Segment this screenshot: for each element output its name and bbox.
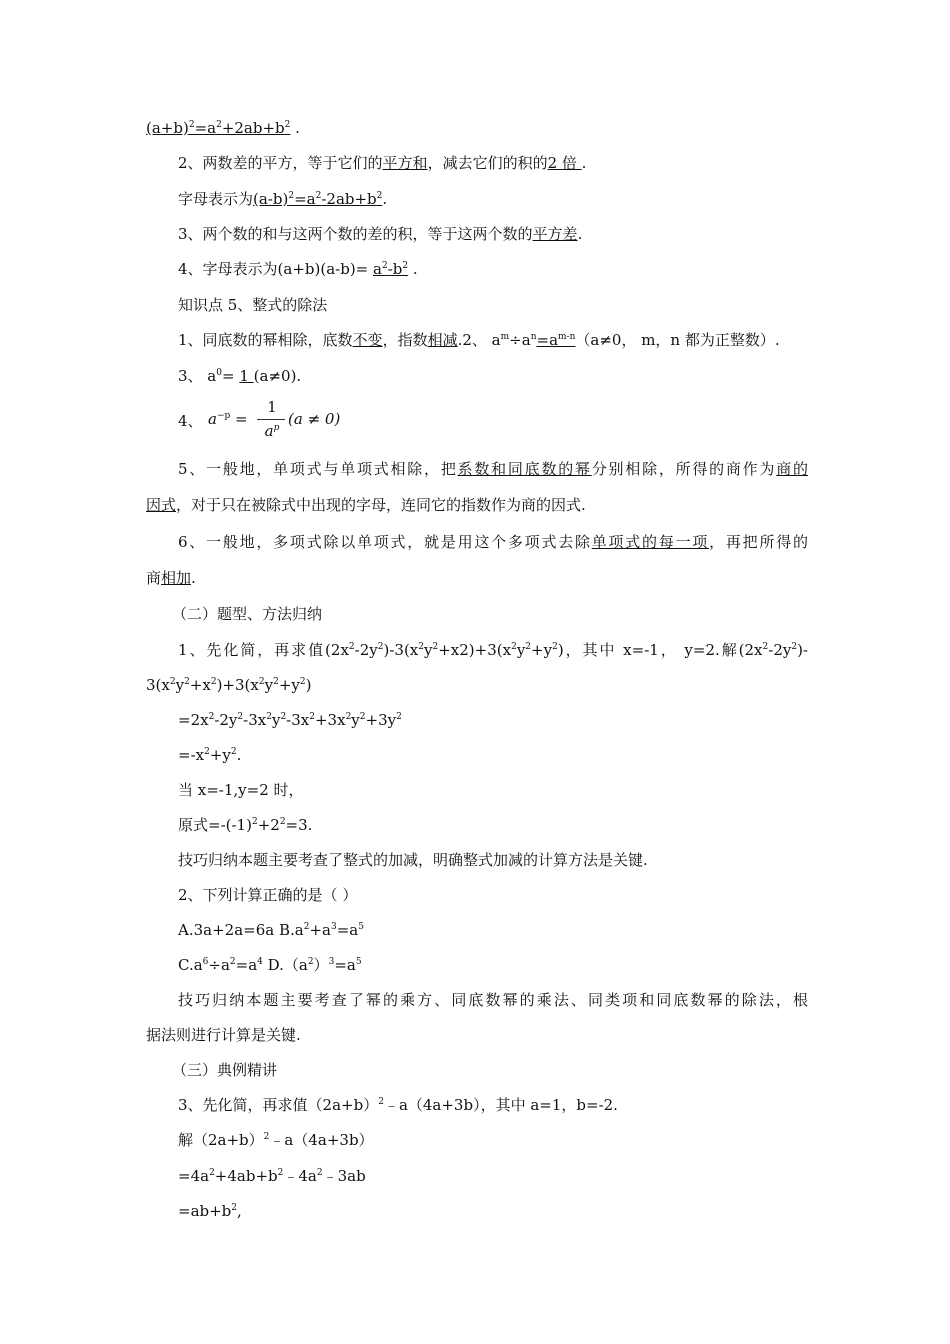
example-3-simplified: $=ab+b^2$, xyxy=(178,1202,242,1220)
example-1-expansion: $=2x^2-2y^2-3x^2y^2-3x^2+3x^2y^2+3y^2$ xyxy=(178,711,402,729)
example-2-tip-line1: 技巧归纳本题主要考查了幂的乘方、同底数幂的乘法、同类项和同底数幂的除法，根 xyxy=(178,991,808,1009)
formula-square-of-difference: 字母表示为$(a-b)^2=a^2-2ab+b^2$. xyxy=(178,190,388,208)
section-heading-division: 知识点 5、整式的除法 xyxy=(178,296,328,314)
example-1-statement: 1、先化简，再求值$(2x^2-2y^2)-3(x^2y^2+x2)+3(x^2y^2+y^2)$，其中 x=-1， y=2.解$(2x^2-2y^2)-$ xyxy=(178,641,808,659)
example-3-expansion: $=4a^2+4ab+b^2﹣4a^2﹣3ab$ xyxy=(178,1167,366,1185)
example-1-result: 原式$=-(-1)^2+2^2=3$. xyxy=(178,816,313,834)
section-heading-examples: （三）典例精讲 xyxy=(172,1061,278,1079)
formula-negative-exponent: 4、 $a^{-p}$ = 1 $a^p$ (a ≠ 0) xyxy=(178,398,341,440)
formula-square-of-sum: $(a+b)^2=a^2+2ab+b^2$ . xyxy=(146,119,300,137)
section-heading-methods: （二）题型、方法归纳 xyxy=(172,605,323,623)
example-1-substitution: 当 x=-1,y=2 时， xyxy=(178,781,304,799)
example-1-tip: 技巧归纳本题主要考查了整式的加减，明确整式加减的计算方法是关键. xyxy=(178,851,648,869)
rule-square-of-difference: 2、两数差的平方，等于它们的平方和，减去它们的积的2 倍 . xyxy=(178,154,587,172)
rule-power-division: 1、同底数的幂相除，底数不变，指数相减.2、 $a^m\div a^n=a^{m-n}(a\ne 0$， m，n 都为正整数）. xyxy=(178,331,780,349)
rule-polynomial-division-line1: 6、一般地，多项式除以单项式，就是用这个多项式去除单项式的每一项，再把所得的 xyxy=(178,533,808,551)
rule-monomial-division-line2: 因式，对于只在被除式中出现的字母，连同它的指数作为商的因式. xyxy=(146,496,586,514)
rule-polynomial-division-line2: 商相加. xyxy=(146,569,196,587)
example-3-solution-start: 解$(2a+b)^2﹣a(4a+3b)$ xyxy=(178,1131,374,1149)
example-3-question: 3、先化简，再求值$(2a+b)^2﹣a(4a+3b)$，其中 a=1，b=-2. xyxy=(178,1096,618,1114)
example-2-options-ab: A.3a+2a=6a $B.a^2+a^3=a^5$ xyxy=(178,921,364,939)
example-2-options-cd: $C.a^6\div a^2=a^4$ $D.(a^2)^3=a^5$ xyxy=(178,956,362,974)
rule-zero-exponent: 3、 $a^0= 1$ (a≠0). xyxy=(178,367,302,385)
formula-difference-of-squares: 4、字母表示为$(a+b)(a-b)= a^2-b^2$ . xyxy=(178,260,418,278)
rule-difference-of-squares: 3、两个数的和与这两个数的差的积，等于这两个数的平方差. xyxy=(178,225,583,243)
example-1-solution-line: $3(x^2y^2+x^2)+3(x^2y^2+y^2)$ xyxy=(146,676,312,694)
fraction-bar xyxy=(257,419,285,420)
example-2-question: 2、下列计算正确的是（ ） xyxy=(178,886,358,904)
example-2-tip-line2: 据法则进行计算是关键. xyxy=(146,1026,301,1044)
example-1-simplified: $=-x^2+y^2$. xyxy=(178,746,242,764)
rule-monomial-division-line1: 5、一般地，单项式与单项式相除，把系数和同底数的幂分别相除，所得的商作为商的 xyxy=(178,460,808,478)
